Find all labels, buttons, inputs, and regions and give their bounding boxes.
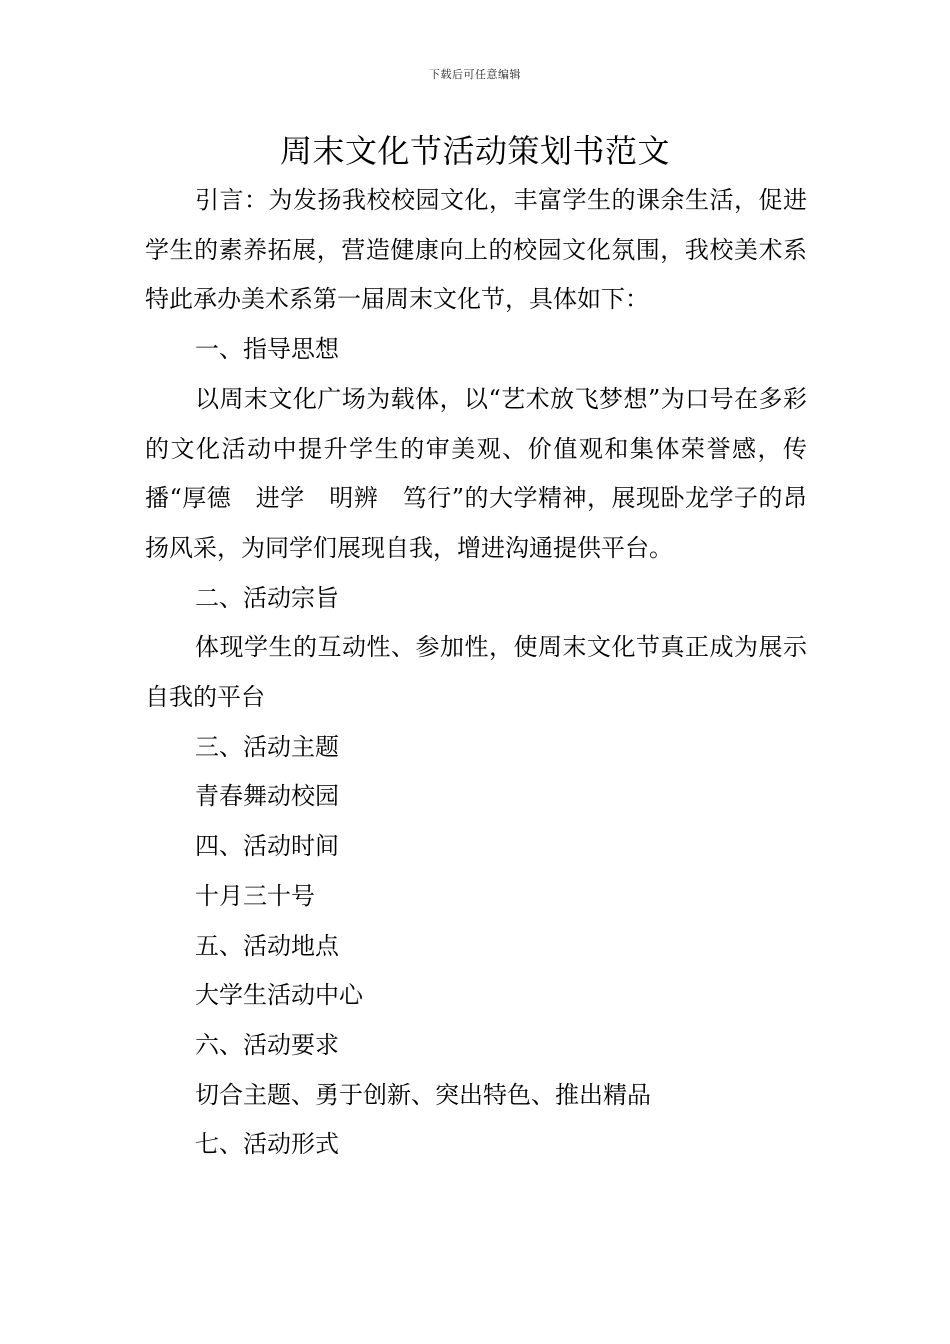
paragraph-guiding-ideology: 以周末文化广场为载体，以“艺术放飞梦想”为口号在多彩的文化活动中提升学生的审美观、价值观和集体荣誉感，传播“厚德 进学 明辨 笃行”的大学精神，展现卧龙学子的昂扬风采，为同学们展现自我，增进沟通提供平台。: [145, 384, 807, 562]
heading-activity-time: 四、活动时间: [195, 832, 339, 861]
paragraph-activity-location: 大学生活动中心: [195, 981, 363, 1010]
paragraph-activity-time: 十月三十号: [195, 881, 315, 910]
heading-activity-requirements: 六、活动要求: [195, 1030, 339, 1059]
heading-activity-format: 七、活动形式: [195, 1130, 339, 1159]
heading-activity-location: 五、活动地点: [195, 931, 339, 960]
document-title: 周末文化节活动策划书范文: [279, 132, 670, 170]
heading-activity-theme: 三、活动主题: [195, 732, 339, 761]
page-header-note: 下载后可任意编辑: [429, 68, 521, 81]
paragraph-activity-purpose: 体现学生的互动性、参加性，使周末文化节真正成为展示自我的平台: [145, 633, 807, 712]
paragraph-activity-requirements: 切合主题、勇于创新、突出特色、推出精品: [195, 1080, 651, 1109]
paragraph-introduction: 引言：为发扬我校校园文化，丰富学生的课余生活，促进学生的素养拓展，营造健康向上的校园文化氛围，我校美术系特此承办美术系第一届周末文化节，具体如下：: [145, 186, 807, 314]
paragraph-activity-theme: 青春舞动校园: [195, 782, 339, 811]
document-body: [145, 176, 807, 1170]
heading-activity-purpose: 二、活动宗旨: [195, 583, 339, 612]
heading-guiding-ideology: 一、指导思想: [195, 335, 339, 364]
